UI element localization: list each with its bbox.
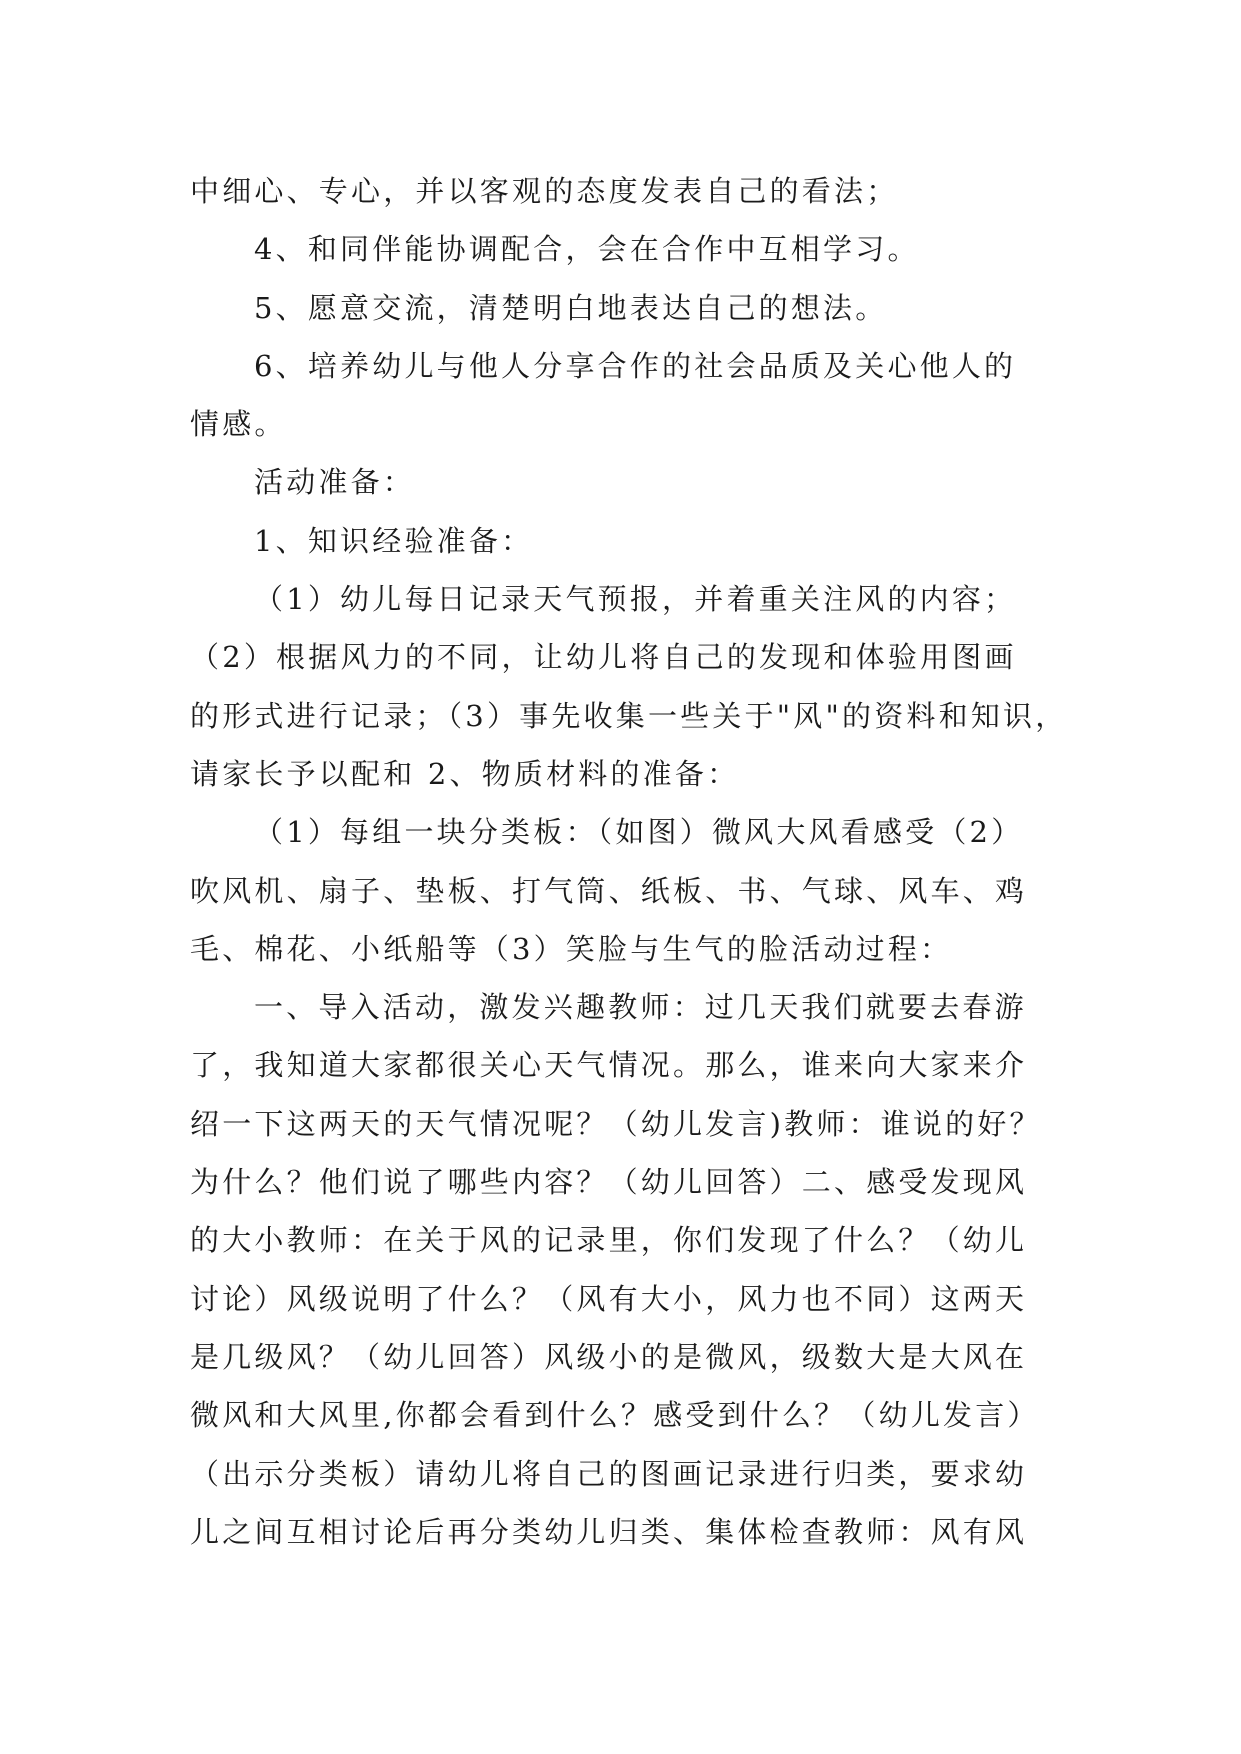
text-line-9: （2）根据风力的不同，让幼儿将自己的发现和体验用图画: [190, 640, 1017, 675]
text-line-14: 毛、棉花、小纸船等（3）笑脸与生气的脸活动过程：: [190, 931, 953, 966]
text-line-22: 微风和大风里,你都会看到什么？感受到什么？（幼儿发言）: [190, 1398, 1040, 1433]
text-line-7: 1、知识经验准备：: [254, 523, 534, 558]
text-line-23: （出示分类板）请幼儿将自己的图画记录进行归类，要求幼: [190, 1456, 1028, 1491]
text-line-3: 5、愿意交流，清楚明白地表达自己的想法。: [254, 290, 888, 325]
text-line-8: （1）幼儿每日记录天气预报，并着重关注风的内容；: [254, 582, 1017, 617]
text-line-17: 绍一下这两天的天气情况呢？（幼儿发言)教师：谁说的好？: [190, 1106, 1042, 1141]
text-line-2: 4、和同伴能协调配合，会在合作中互相学习。: [254, 232, 920, 267]
text-line-12: （1）每组一块分类板：（如图）微风大风看感受（2）: [254, 815, 1024, 850]
body-text: [190, 162, 1068, 1561]
text-line-13: 吹风机、扇子、垫板、打气筒、纸板、书、气球、风车、鸡: [190, 873, 1028, 908]
text-line-18: 为什么？他们说了哪些内容？（幼儿回答）二、感受发现风: [190, 1165, 1028, 1200]
text-line-21: 是几级风？（幼儿回答）风级小的是微风，级数大是大风在: [190, 1339, 1028, 1374]
text-line-5: 情感。: [190, 407, 287, 442]
text-line-6: 活动准备：: [254, 465, 416, 500]
text-line-24: 儿之间互相讨论后再分类幼儿归类、集体检查教师：风有风: [190, 1514, 1028, 1549]
text-line-4: 6、培养幼儿与他人分享合作的社会品质及关心他人的: [254, 348, 1017, 383]
text-line-1: 中细心、专心，并以客观的态度发表自己的看法；: [190, 174, 899, 208]
text-line-19: 的大小教师：在关于风的记录里，你们发现了什么？（幼儿: [190, 1223, 1028, 1258]
text-line-10: 的形式进行记录；（3）事先收集一些关于"风"的资料和知识，: [190, 698, 1068, 733]
text-line-20: 讨论）风级说明了什么？（风有大小，风力也不同）这两天: [190, 1281, 1028, 1316]
text-line-16: 了，我知道大家都很关心天气情况。那么，谁来向大家来介: [190, 1048, 1028, 1083]
text-line-15: 一、导入活动，激发兴趣教师：过几天我们就要去春游: [254, 990, 1027, 1025]
text-line-11: 请家长予以配和 2、物质材料的准备：: [190, 756, 740, 791]
